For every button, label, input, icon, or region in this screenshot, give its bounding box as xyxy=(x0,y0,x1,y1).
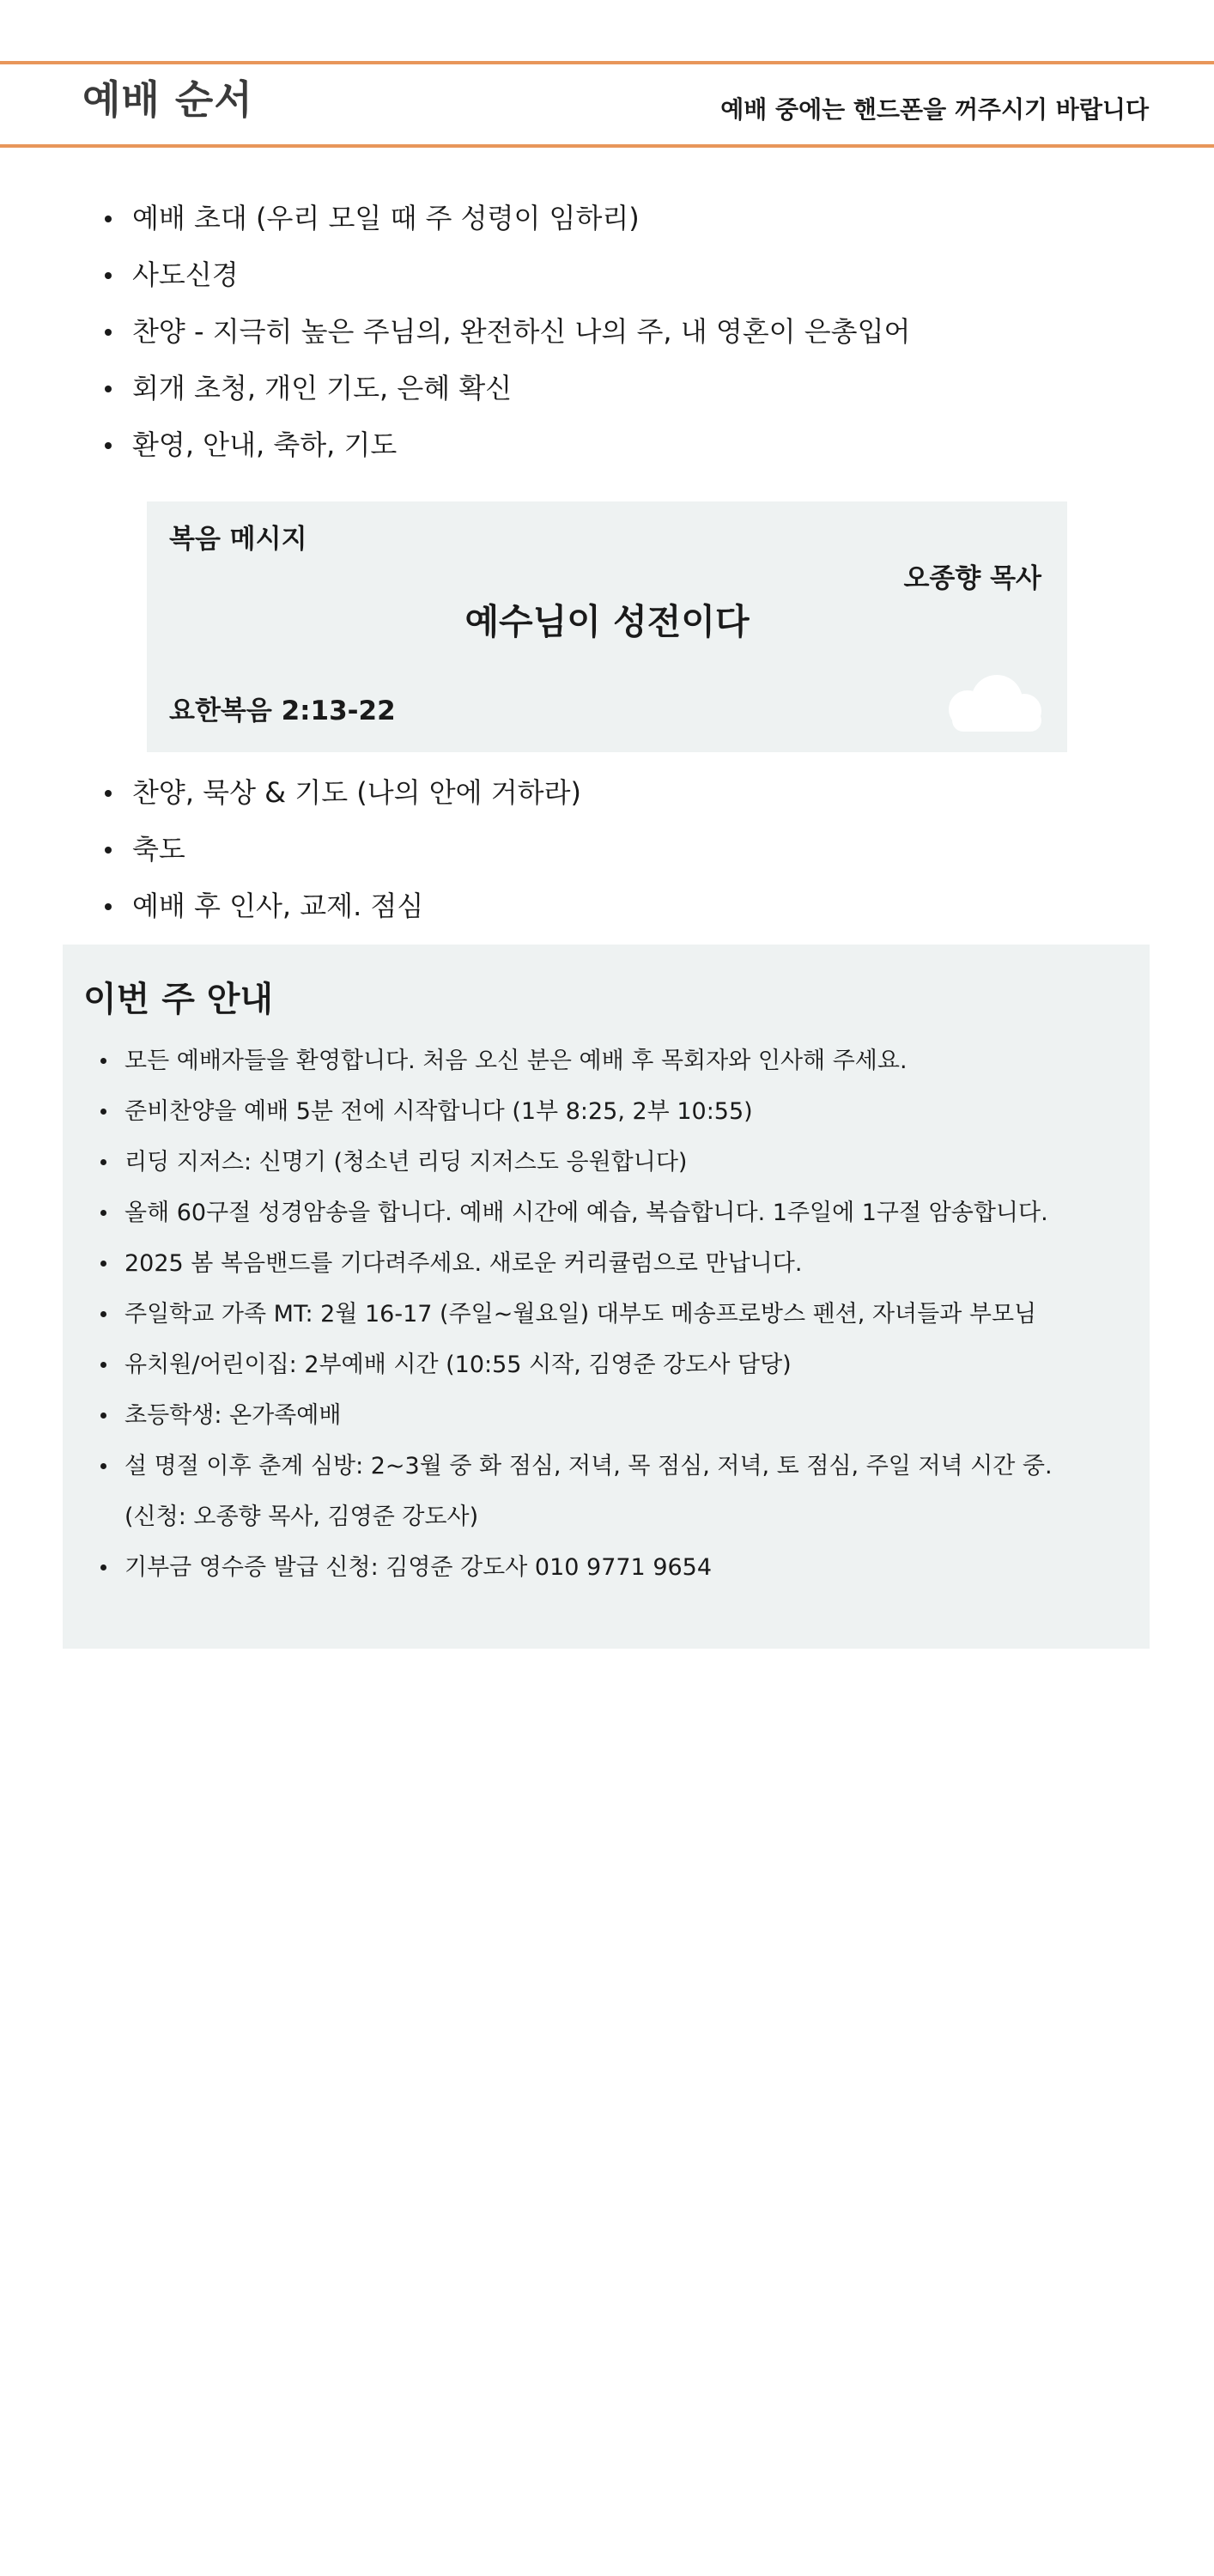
order-item: 사도신경 xyxy=(101,246,910,303)
notice-item-line: 설 명절 이후 춘계 심방: 2~3월 중 화 점심, 저녁, 목 점심, 저녁, 토 점심, 주일 저녁 시간 중. xyxy=(124,1453,1053,1479)
sermon-label: 복음 메시지 xyxy=(169,524,307,555)
notice-item: 올해 60구절 성경암송을 합니다. 예배 시간에 예습, 복습합니다. 1주일에 1구절 암송합니다. xyxy=(97,1188,1053,1238)
weekly-notice-box xyxy=(63,945,1150,1649)
order-item: 찬양, 묵상 & 기도 (나의 안에 거하라) xyxy=(101,764,581,821)
sermon-title: 예수님이 성전이다 xyxy=(464,601,750,642)
notice-list xyxy=(97,1036,1053,1593)
notice-item: 유치원/어린이집: 2부예배 시간 (10:55 시작, 김영준 강도사 담당) xyxy=(97,1340,1053,1390)
sermon-scripture: 요한복음 2:13-22 xyxy=(169,696,396,726)
cloud-icon xyxy=(1072,2512,1187,2576)
notice-item: 기부금 영수증 발급 신청: 김영준 강도사 010 9771 9654 xyxy=(97,1542,1053,1593)
order-item: 찬양 - 지극히 높은 주님의, 완전하신 나의 주, 내 영혼이 은총입어 xyxy=(101,303,910,360)
order-item: 예배 후 인사, 교제. 점심 xyxy=(101,878,581,934)
notice-item-continuation: (신청: 오종향 목사, 김영준 강도사) xyxy=(124,1504,479,1530)
notice-item: 주일학교 가족 MT: 2월 16-17 (주일~월요일) 대부도 메송프로방스 펜션, 자녀들과 부모님 xyxy=(97,1289,1053,1340)
sermon-pastor: 오종향 목사 xyxy=(903,563,1041,594)
header-top-rule xyxy=(0,61,1214,64)
notice-item xyxy=(97,1441,1053,1542)
order-item: 예배 초대 (우리 모일 때 주 성령이 임하리) xyxy=(101,190,910,246)
notice-item: 초등학생: 온가족예배 xyxy=(97,1390,1053,1441)
notice-item: 2025 봄 복음밴드를 기다려주세요. 새로운 커리큘럼으로 만납니다. xyxy=(97,1238,1053,1289)
notice-item: 모든 예배자들을 환영합니다. 처음 오신 분은 예배 후 목회자와 인사해 주세요. xyxy=(97,1036,1053,1086)
page-title: 예배 순서 xyxy=(82,76,253,123)
worship-order-list-bottom xyxy=(101,764,581,934)
order-item: 회개 초청, 개인 기도, 은혜 확신 xyxy=(101,360,910,416)
phone-off-notice: 예배 중에는 핸드폰을 꺼주시기 바랍니다 xyxy=(720,95,1149,124)
sermon-box xyxy=(147,501,1067,752)
notice-item: 리딩 지저스: 신명기 (청소년 리딩 지저스도 응원합니다) xyxy=(97,1137,1053,1188)
cloud-icon xyxy=(935,670,1050,733)
order-item: 축도 xyxy=(101,821,581,878)
notice-heading: 이번 주 안내 xyxy=(83,980,274,1019)
worship-order-list-top xyxy=(101,190,910,473)
header-bottom-rule xyxy=(0,144,1214,148)
notice-item: 준비찬양을 예배 5분 전에 시작합니다 (1부 8:25, 2부 10:55) xyxy=(97,1086,1053,1137)
order-item: 환영, 안내, 축하, 기도 xyxy=(101,416,910,473)
